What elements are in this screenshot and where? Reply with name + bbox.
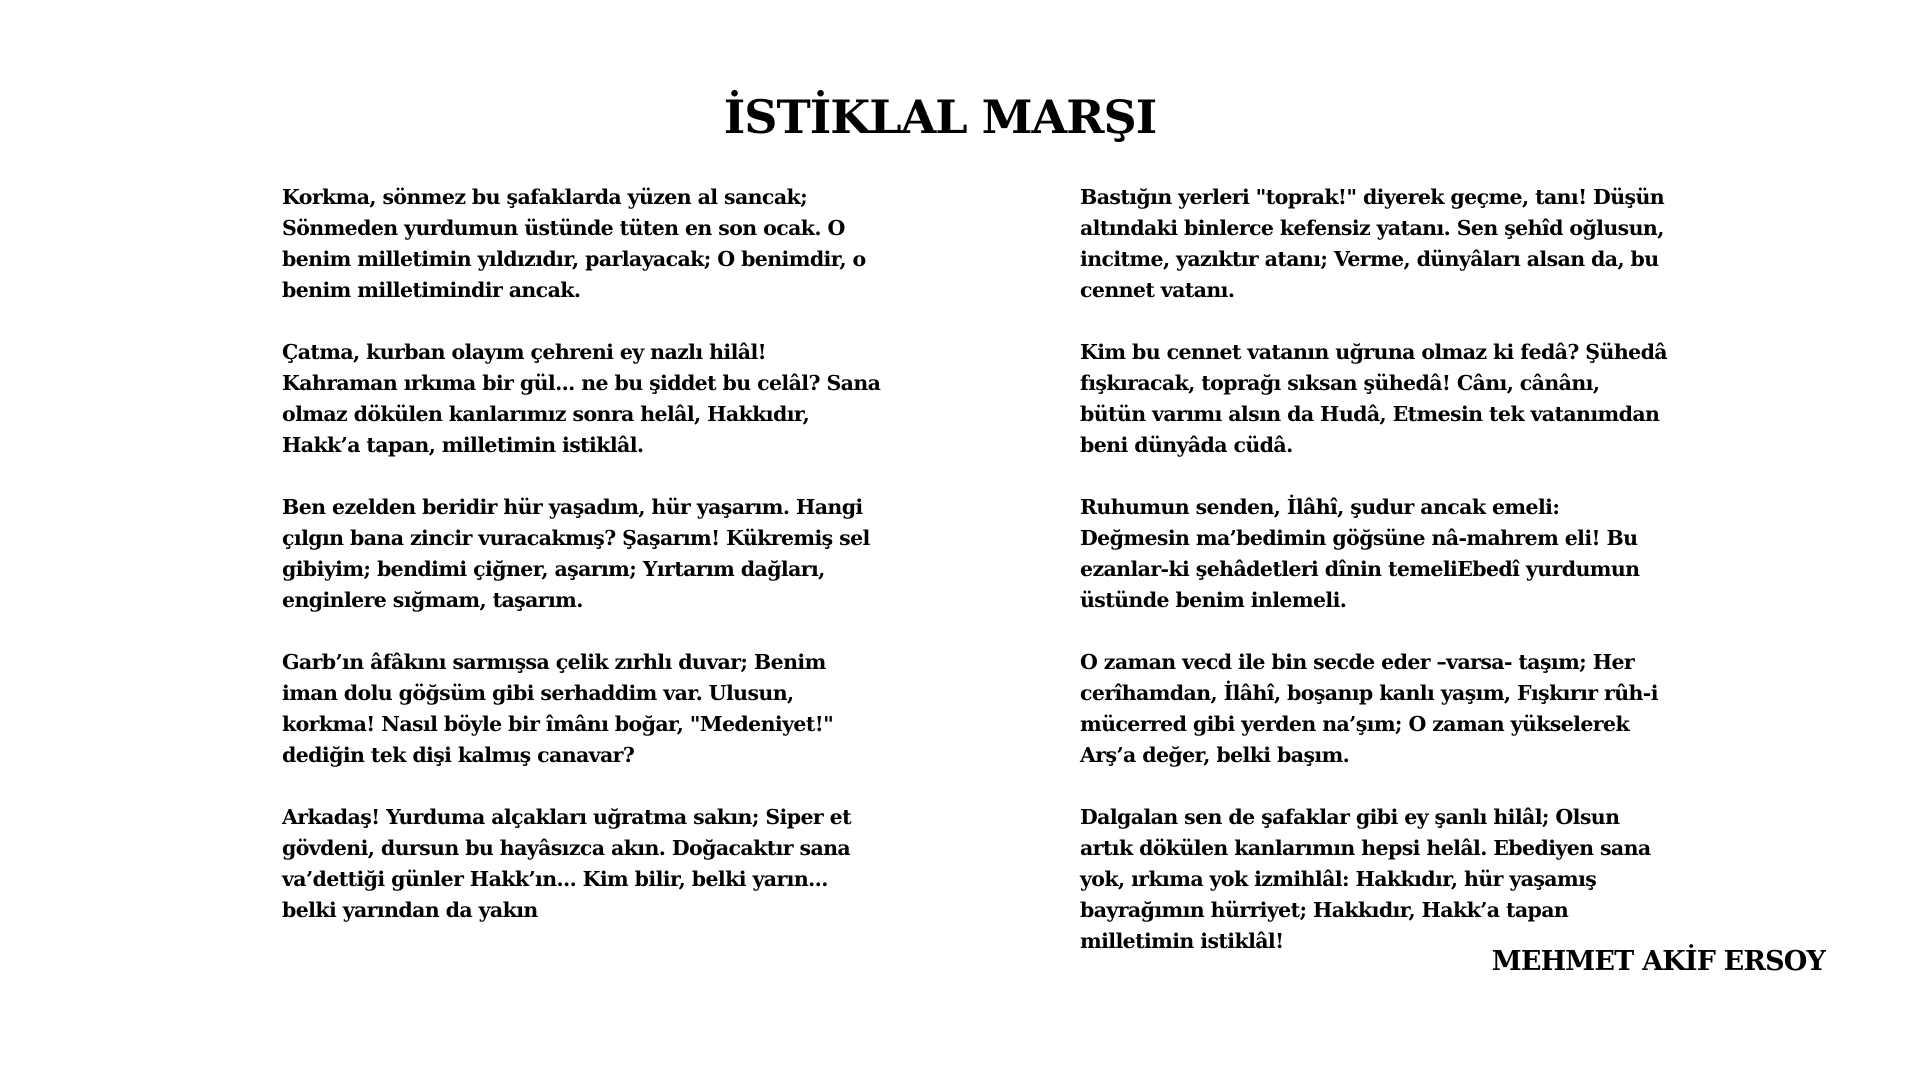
stanza-8: Ruhumun senden, İlâhî, şudur ancak emeli: Değmesin ma’bedimin göğsüne nâ-mahrem eli! Bu ezanlar-ki şehâdetleri dînin temeliEbedî yurdumun üstünde benim inlemeli. <box>1080 495 1640 612</box>
author-name: MEHMET AKİF ERSOY <box>1491 946 1825 977</box>
left-column <box>282 182 882 957</box>
stanza-9: O zaman vecd ile bin secde eder –varsa- taşım; Her cerîhamdan, İlâhî, boşanıp kanlı yaşım, Fışkırır rûh-i mücerred gibi yerden na’şım; O zaman yükselerek Arş’a değer, belki başım. <box>1080 650 1658 767</box>
stanza-4: Garb’ın âfâkını sarmışsa çelik zırhlı duvar; Benim iman dolu göğsüm gibi serhaddim var. Ulusun, korkma! Nasıl böyle bir îmânı boğar, "Medeniyet!" dediğin tek dişi kalmış canavar? <box>282 650 834 767</box>
stanza-6: Bastığın yerleri "toprak!" diyerek geçme, tanı! Düşün altındaki binlerce kefensiz yatanı. Sen şehîd oğlusun, incitme, yazıktır atanı; Verme, dünyâları alsan da, bu cennet vatanı. <box>1080 185 1665 302</box>
stanza-5: Arkadaş! Yurduma alçakları uğratma sakın; Siper et gövdeni, dursun bu hayâsızca akın. Doğacaktır sana va’dettiği günler Hakk’ın... Kim bilir, belki yarın... belki yarından da yakın <box>282 805 851 922</box>
stanza-10: Dalgalan sen de şafaklar gibi ey şanlı hilâl; Olsun artık dökülen kanlarımın hepsi helâl. Ebediyen sana yok, ırkıma yok izmihlâl: Hakkıdır, hür yaşamış bayrağımın hürriyet; Hakkıdır, Hakk’a tapan milletimin istiklâl! <box>1080 805 1651 953</box>
stanza-7: Kim bu cennet vatanın uğruna olmaz ki fedâ? Şühedâ fışkıracak, toprağı sıksan şühedâ! Cânı, cânânı, bütün varımı alsın da Hudâ, Etmesin tek vatanımdan beni dünyâda cüdâ. <box>1080 340 1667 457</box>
page-title: İSTİKLAL MARŞI <box>723 90 1157 144</box>
stanza-1: Korkma, sönmez bu şafaklarda yüzen al sancak; Sönmeden yurdumun üstünde tüten en son ocak. O benim milletimin yıldızıdır, parlayacak; O benimdir, o benim milletimindir ancak. <box>282 185 866 302</box>
right-column <box>1080 182 1670 988</box>
stanza-3: Ben ezelden beridir hür yaşadım, hür yaşarım. Hangi çılgın bana zincir vuracakmış? Şaşarım! Kükremiş sel gibiyim; bendimi çiğner, aşarım; Yırtarım dağları, enginlere sığmam, taşarım. <box>282 495 870 612</box>
stanza-2: Çatma, kurban olayım çehreni ey nazlı hilâl! Kahraman ırkıma bir gül... ne bu şiddet bu celâl? Sana olmaz dökülen kanlarımız sonra helâl, Hakkıdır, Hakk’a tapan, milletimin istiklâl. <box>282 340 881 457</box>
